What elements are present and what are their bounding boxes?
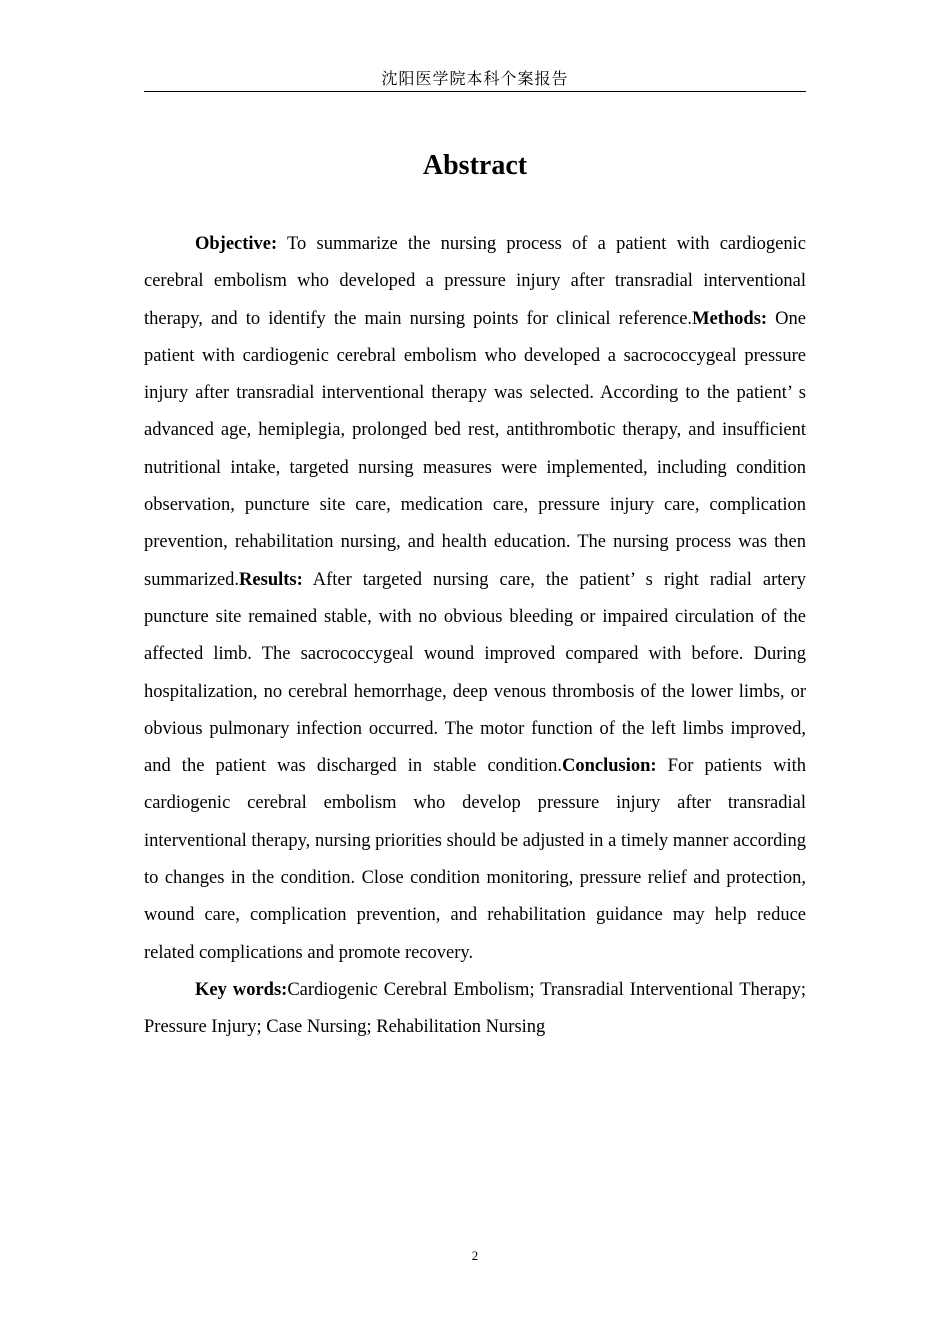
methods-text: One patient with cardiogenic cerebral embolism who developed a sacrococcygeal pressure injury after transradial interventional therapy was selected. According to the patient’ s advanced age, hemiplegia, prolonged bed rest, antithrombotic therapy, and insufficient nutritional intake, targeted nursing measures were implemented, including condition observation, puncture site care, medication care, pressure injury care, complication prevention, rehabilitation nursing, and health education. The nursing process was then summarized.: [144, 308, 806, 590]
conclusion-label: Conclusion:: [561, 756, 657, 777]
results-text: After targeted nursing care, the patient’ s right radial artery puncture site remained stable, with no obvious bleeding or impaired circulation of the affected limb. The sacrococcygeal wound improved compared with before. During hospitalization, no cerebral hemorrhage, deep venous thrombosis of the lower limbs, or obvious pulmonary infection occurred. The motor function of the left limbs improved, and the patient was discharged in stable condition.: [144, 569, 806, 777]
conclusion-text: For patients with cardiogenic cerebral embolism who develop pressure injury after transradial interventional therapy, nursing priorities should be adjusted in a timely manner according to changes in the condition. Close condition monitoring, pressure relief and protection, wound care, complication prevention, and rehabilitation guidance may help reduce related complications and promote recovery.: [144, 756, 806, 963]
abstract-paragraph: [144, 226, 806, 972]
methods-label: Methods:: [692, 308, 768, 329]
keywords-paragraph: [144, 972, 806, 1047]
abstract-title: Abstract: [422, 150, 528, 181]
objective-label: Objective:: [195, 234, 278, 254]
keywords-label: Key words:: [195, 979, 288, 1000]
page-header: [144, 66, 806, 92]
objective-text: To summarize the nursing process of a patient with cardiogenic cerebral embolism who developed a pressure injury after transradial interventional therapy, and to identify the main nursing points for clinical reference.: [144, 234, 806, 329]
results-label: Results:: [239, 569, 303, 590]
header-title: 沈阳医学院本科个案报告: [381, 69, 569, 88]
abstract-body: [144, 226, 806, 1047]
page-number: 2: [471, 1248, 479, 1263]
keywords-text: Cardiogenic Cerebral Embolism; Transradial Interventional Therapy; Pressure Injury; Case Nursing; Rehabilitation Nursing: [144, 979, 806, 1038]
